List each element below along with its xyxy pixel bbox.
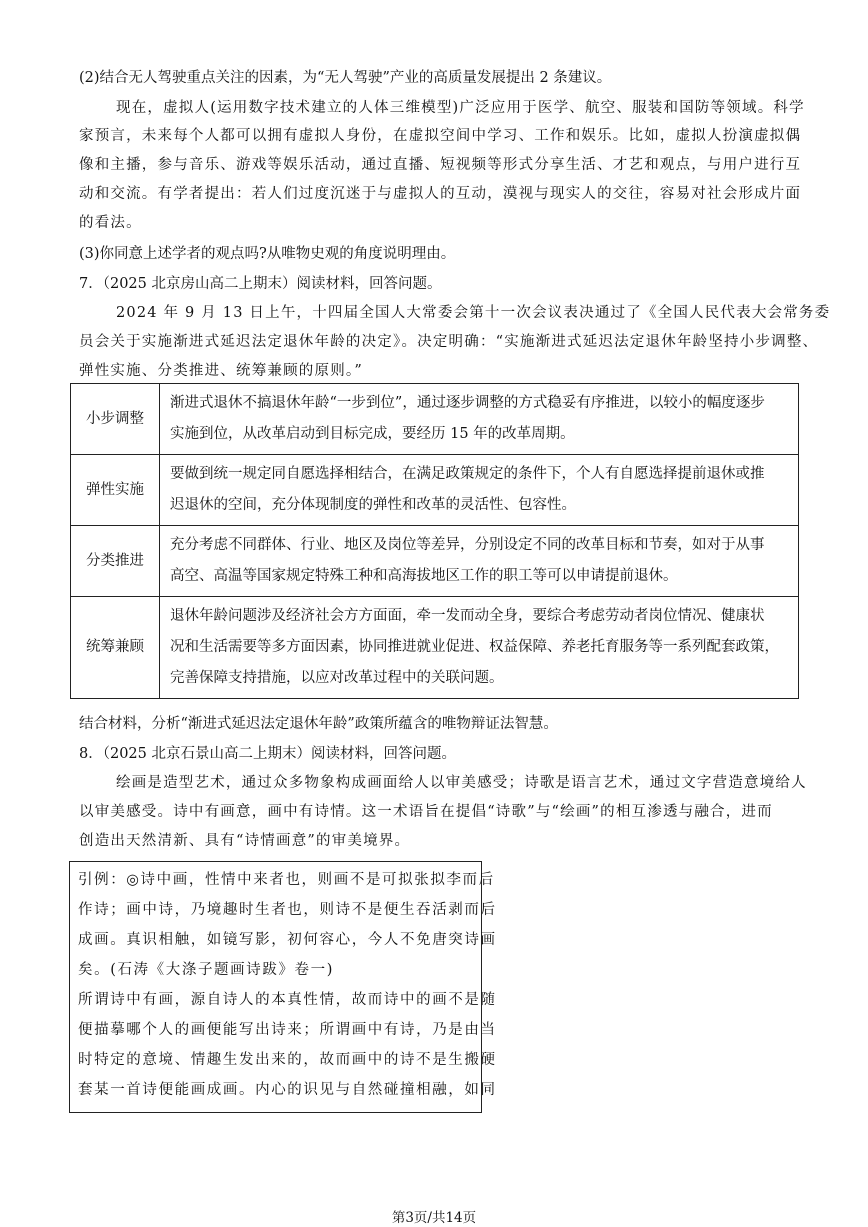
q7-material-line: 2024 年 9 月 13 日上午，十四届全国人大常委会第十一次会议表决通过了《全国人民代表大会常务委 xyxy=(116,305,831,321)
description-line: 高空、高温等国家规定特殊工种和高海拔地区工作的职工等可以申请提前退休。 xyxy=(170,568,678,584)
citation-line: 时特定的意境、情趣生发出来的，故而画中的诗不是生搬硬 xyxy=(78,1052,497,1068)
material-line: 动和交流。有学者提出：若人们过度沉迷于与虚拟人的互动，漠视与现实人的交往，容易对社会形成片面 xyxy=(79,186,802,202)
table-row xyxy=(71,455,799,526)
page-number: 第3页/共14页 xyxy=(391,1210,477,1226)
principle-description xyxy=(160,455,799,526)
citation-line: 便描摹哪个人的画便能写出诗来；所谓画中有诗，乃是由当 xyxy=(78,1022,497,1038)
citation-line: 套某一首诗便能画成画。内心的识见与自然碰撞相融，如同 xyxy=(78,1082,497,1098)
q8-material-line: 创造出天然清新、具有“诗情画意”的审美境界。 xyxy=(79,833,411,849)
table-row xyxy=(71,526,799,597)
citation-line: 引例：◎诗中画，性情中来者也，则画不是可拟张拟李而后 xyxy=(78,872,495,888)
question-7-header: 7．（2025 北京房山高二上期末）阅读材料，回答问题。 xyxy=(79,276,442,292)
description-line: 完善保障支持措施，以应对改革过程中的关联问题。 xyxy=(170,670,504,686)
question-2-prompt: (2)结合无人驾驶重点关注的因素，为“无人驾驶”产业的高质量发展提出 2 条建议。 xyxy=(79,70,612,86)
question-8-header: 8．（2025 北京石景山高二上期末）阅读材料，回答问题。 xyxy=(79,746,456,762)
principle-name: 统筹兼顾 xyxy=(71,597,160,699)
principle-name: 小步调整 xyxy=(71,384,160,455)
principle-description xyxy=(160,526,799,597)
citation-line: 作诗；画中诗，乃境趣时生者也，则诗不是便生吞活剥而后 xyxy=(78,902,497,918)
material-line: 现在，虚拟人(运用数字技术建立的人体三维模型)广泛应用于医学、航空、服装和国防等领域。科学 xyxy=(116,100,805,116)
material-line: 家预言，未来每个人都可以拥有虚拟人身份，在虚拟空间中学习、工作和娱乐。比如，虚拟人扮演虚拟偶 xyxy=(79,128,802,144)
q8-material-line: 绘画是造型艺术，通过众多物象构成画面给人以审美感受；诗歌是语言艺术，通过文字营造意境给人 xyxy=(116,775,807,791)
description-line: 实施到位，从改革启动到目标完成，要经历 15 年的改革周期。 xyxy=(170,426,575,442)
citation-line: 所谓诗中有画，源自诗人的本真性情，故而诗中的画不是随 xyxy=(78,992,497,1008)
citation-line: 成画。真识相触，如镜写影，初何容心，今人不免唐突诗画 xyxy=(78,932,497,948)
description-line: 充分考虑不同群体、行业、地区及岗位等差异，分别设定不同的改革目标和节奏，如对于从事 xyxy=(170,537,765,553)
principle-description xyxy=(160,384,799,455)
principle-name: 分类推进 xyxy=(71,526,160,597)
description-line: 退休年龄问题涉及经济社会方方面面，牵一发而动全身，要综合考虑劳动者岗位情况、健康状 xyxy=(170,608,765,624)
question-3-prompt: (3)你同意上述学者的观点吗?从唯物史观的角度说明理由。 xyxy=(79,246,456,262)
citation-line: 矣。(石涛《大涤子题画诗跋》卷一) xyxy=(78,962,335,978)
citation-box xyxy=(69,861,497,1113)
question-7-prompt: 结合材料，分析“渐进式延迟法定退休年龄”政策所蕴含的唯物辩证法智慧。 xyxy=(79,716,558,732)
retirement-policy-table xyxy=(70,383,799,699)
q7-material-line: 弹性实施、分类推进、统筹兼顾的原则。” xyxy=(79,363,363,379)
description-line: 渐进式退休不搞退休年龄“一步到位”，通过逐步调整的方式稳妥有序推进，以较小的幅度逐步 xyxy=(170,395,765,411)
description-line: 迟退休的空间，充分体现制度的弹性和改革的灵活性、包容性。 xyxy=(170,497,576,513)
material-line: 像和主播，参与音乐、游戏等娱乐活动，通过直播、短视频等形式分享生活、才艺和观点，与用户进行互 xyxy=(79,157,802,173)
table-row xyxy=(71,597,799,699)
principle-description xyxy=(160,597,799,699)
description-line: 况和生活需要等多方面因素，协同推进就业促进、权益保障、养老托育服务等一系列配套政策， xyxy=(170,639,779,655)
table-row xyxy=(71,384,799,455)
q7-material-line: 员会关于实施渐进式延迟法定退休年龄的决定》。决定明确：“实施渐进式延迟法定退休年龄坚持小步调整、 xyxy=(79,334,819,350)
material-line: 的看法。 xyxy=(79,215,142,231)
description-line: 要做到统一规定同自愿选择相结合，在满足政策规定的条件下，个人有自愿选择提前退休或推 xyxy=(170,466,765,482)
principle-name: 弹性实施 xyxy=(71,455,160,526)
q8-material-line: 以审美感受。诗中有画意，画中有诗情。这一术语旨在提倡“诗歌”与“绘画”的相互渗透与融合，进而 xyxy=(79,804,773,820)
